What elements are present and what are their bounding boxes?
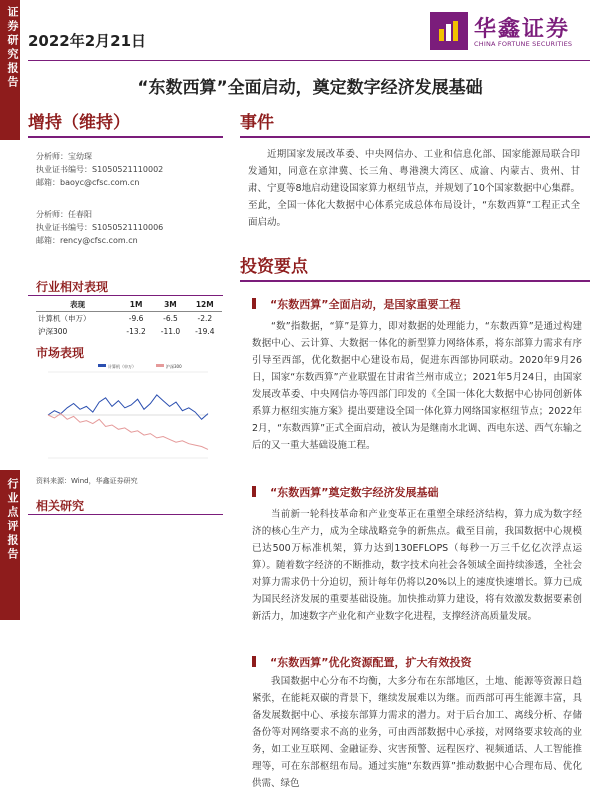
analyst-cert: 执业证书编号：S1050521110006 [36,223,164,232]
column-header: 3M [153,298,187,312]
analyst-email[interactable]: 邮箱：baoyc@cfsc.com.cn [36,178,140,187]
sidebar-tag-top-text: 证券研究报告 [6,6,19,90]
invest-divider [240,280,590,282]
header-divider [28,60,590,61]
bullet-bar [252,298,256,309]
point-text: 当前新一轮科技革命和产业变革正在重塑全球经济结构，算力成为数字经济的核心生产力，成为全球战略竞争的新焦点。截至目前，我国数据中心规模已达500万标准机架，算力达到130EFLOPS（每秒一万三千亿亿次浮点运算）。随着数字经济的不断推动，数字技术向社会各领域全面持续渗透，全社会对算力需求仍十分迫切，预计每年仍将以20%以上的速度快速增长。算力已成为国民经济发展的重要基础设施。加快推动算力建设，将有效激发数据要素创新活力，加速数字产业化和产业数字化进程，支撑经济高质量发展。 [252,509,582,622]
legend-swatch [98,364,106,367]
brand-logo-icon [430,12,468,50]
chart-series-line-0 [48,395,208,419]
event-divider [240,136,590,138]
table-cell: -2.2 [197,314,213,323]
point-heading [252,484,438,500]
market-chart [38,362,216,468]
sidebar-tag-bottom [0,470,20,620]
analyst-email[interactable]: 邮箱：rency@cfsc.com.cn [36,236,138,245]
chart-series-line-1 [48,414,208,450]
bullet-bar [252,656,256,667]
brand-name-en: CHINA FORTUNE SECURITIES [474,40,573,48]
sidebar-tag-top [0,0,20,140]
point-heading [252,296,460,312]
performance-heading: 行业相对表现 [36,280,109,294]
analyst-block [36,150,163,189]
report-title: “东数西算”全面启动，奠定数字经济发展基础 [137,78,483,98]
table-header-row [36,298,222,312]
table-row [36,312,222,326]
point-text: “数”指数据，“算”是算力，即对数据的处理能力，“东数西算”是通过构建数据中心、云计算、大数据一体化的新型算力网络体系，将东部算力需求有序引导至西部，优化数据中心建设布局，促进东西部协同联动。2020年9月26日，国家“东数西算”产业联盟在甘肃省兰州市成立；2021年5月24日，由国家发展改革委、中央网信办等四部门印发的《全国一体化大数据中心协同创新体系算力枢纽实施方案》提出要建设全国一体化算力网络国家枢纽节点；2022年2月，“东数西算”正式全面启动，被认为是继南水北调、西电东送、西气东输之后的又一重大基础设施工程。 [252,321,582,451]
legend-label: 计算机（申万） [108,364,136,369]
table-cell: -11.0 [160,327,181,336]
table-cell: -6.5 [163,314,178,323]
performance-table [36,298,222,338]
analyst-name: 分析师：宝幼琛 [36,152,92,161]
invest-heading: 投资要点 [240,257,308,277]
related-divider [28,514,223,515]
report-date: 2022年2月21日 [28,32,147,50]
analyst-cert: 执业证书编号：S1050521110002 [36,165,164,174]
event-heading: 事件 [240,113,274,133]
point-title: “东数西算”奠定数字经济发展基础 [270,486,439,499]
column-header: 1M [119,298,153,312]
related-heading: 相关研究 [36,499,85,513]
legend-swatch [156,364,164,367]
point-text: 我国数据中心分布不均衡，大多分布在东部地区，土地、能源等资源日趋紧张，在能耗双碳的背景下，继续发展难以为继。而西部可再生能源丰富，具备发展数据中心、承接东部算力需求的潜力。对于后台加工、离线分析、存储备份等对网络要求不高的业务，可由西部数据中心承接，对网络要求较高的业务，如工业互联网、金融证券、灾害预警、远程医疗、视频通话、人工智能推理等，可在东部枢纽布局。通过实施“东数西算”推动数据中心合理布局、优化供需、绿色 [252,676,582,789]
bullet-bar [252,486,256,497]
rating: 增持（维持） [28,113,130,133]
point-title: “东数西算”优化资源配置，扩大有效投资 [270,656,472,669]
chart-source: 资料来源：Wind，华鑫证券研究 [36,477,138,485]
analyst-name: 分析师：任春阳 [36,210,92,219]
column-header: 12M [188,298,222,312]
analyst-block [36,208,163,247]
point-title: “东数西算”全面启动，是国家重要工程 [270,298,461,311]
table-cell: 计算机（申万） [38,314,91,323]
table-cell: 沪深300 [38,327,68,336]
point-heading [252,654,471,670]
table-row [36,325,222,338]
column-header: 表现 [36,298,119,312]
legend-label: 沪深300 [166,364,182,369]
table-cell: -9.6 [128,314,144,323]
market-heading: 市场表现 [36,346,85,360]
performance-divider [28,295,223,296]
table-cell: -19.4 [195,327,215,336]
event-text: 近期国家发展改革委、中央网信办、工业和信息化部、国家能源局联合印发通知，同意在京津冀、长三角、粤港澳大湾区、成渝、内蒙古、贵州、甘肃、宁夏等8地启动建设国家算力枢纽节点，并规划了10个国家数据中心集群。至此，全国一体化大数据中心体系完成总体布局设计，“东数西算”工程正式全面启动。 [248,149,580,228]
sidebar-tag-bottom-text: 行业点评报告 [6,478,19,562]
rating-divider [28,136,223,138]
table-cell: -13.2 [126,327,146,336]
brand-name: 华鑫证券 [474,17,571,42]
